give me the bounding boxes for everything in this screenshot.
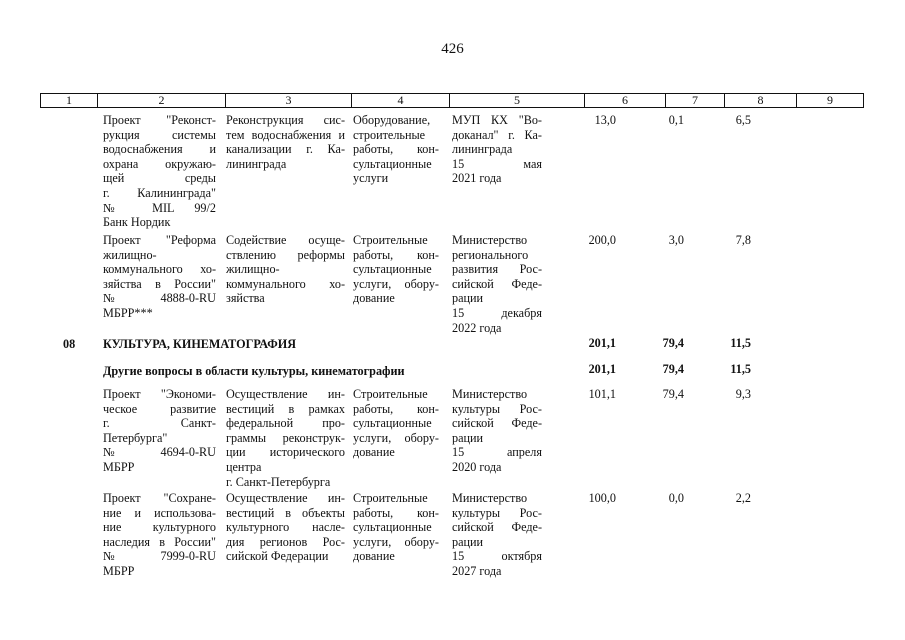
cell-line: центра <box>226 459 262 474</box>
row-executor <box>452 387 542 475</box>
row-col8: 7,8 <box>735 233 751 247</box>
cell-line: рации <box>452 291 484 306</box>
section-code: 08 <box>63 337 76 351</box>
row-col6: 13,0 <box>594 113 616 127</box>
row-project <box>103 113 216 230</box>
subsection-title: Другие вопросы в области культуры, кинематографии <box>103 364 405 378</box>
row-executor <box>452 233 542 335</box>
cell-line: Строительные <box>353 233 428 247</box>
cell-line: Проект "Экономи- <box>103 387 216 401</box>
cell-line: 2022 года <box>452 320 502 335</box>
cell-line: услуги, обору- <box>353 276 439 291</box>
header-col-3: 3 <box>226 94 352 107</box>
section-col8: 11,5 <box>730 336 751 350</box>
cell-line: 15 мая <box>452 156 542 171</box>
page-number: 426 <box>441 41 464 57</box>
header-col-7: 7 <box>666 94 725 107</box>
cell-line: культуры Рос- <box>452 401 542 416</box>
cell-line: Оборудование, <box>353 113 431 127</box>
header-col-8: 8 <box>725 94 797 107</box>
section-col6: 201,1 <box>588 336 616 350</box>
cell-line: дование <box>353 445 395 460</box>
cell-line: охрана окружаю- <box>103 156 216 171</box>
cell-line: 15 апреля <box>452 445 542 460</box>
cell-line: Министерство <box>452 233 528 247</box>
cell-line: дование <box>353 549 395 564</box>
row-col6: 200,0 <box>588 233 616 247</box>
cell-line: ческое развитие <box>103 401 216 416</box>
cell-line: № 7999-0-RU <box>103 549 216 564</box>
cell-line: Проект "Реконст- <box>103 113 216 127</box>
cell-line: вестиций в рамках <box>226 401 345 416</box>
cell-line: развития Рос- <box>452 262 542 277</box>
cell-line: сультационные <box>353 262 432 277</box>
table-header <box>40 93 864 108</box>
cell-line: услуги <box>353 171 389 186</box>
cell-line: жилищно- <box>103 247 157 262</box>
header-col-9: 9 <box>827 93 833 107</box>
cell-line: работы, кон- <box>353 505 439 520</box>
header-col-6: 6 <box>585 94 666 107</box>
cell-line: регионального <box>452 247 529 262</box>
cell-line: культуры Рос- <box>452 505 542 520</box>
cell-line: сультационные <box>353 416 432 431</box>
cell-line: Осуществление ин- <box>226 491 345 505</box>
row-col6: 100,0 <box>588 491 616 505</box>
row-executor <box>452 491 542 579</box>
cell-line: культурного насле- <box>226 520 345 535</box>
row-works <box>353 387 439 460</box>
cell-line: ствлению реформы <box>226 247 345 262</box>
cell-line: Строительные <box>353 491 428 505</box>
cell-line: сультационные <box>353 520 432 535</box>
row-col7: 79,4 <box>662 387 684 401</box>
cell-line: Петербурга" <box>103 430 168 445</box>
cell-line: федеральной про- <box>226 416 345 431</box>
row-purpose <box>226 233 345 306</box>
cell-line: жилищно- <box>226 262 280 277</box>
cell-line: ции исторического <box>226 445 345 460</box>
header-col-4: 4 <box>352 94 450 107</box>
row-col8: 9,3 <box>735 387 751 401</box>
cell-line: тем водоснабжения и <box>226 127 345 142</box>
cell-line: рации <box>452 430 484 445</box>
cell-line: услуги, обору- <box>353 430 439 445</box>
cell-line: МБРР <box>103 563 135 578</box>
cell-line: № MIL 99/2 <box>103 200 216 215</box>
row-purpose <box>226 113 345 171</box>
cell-line: Проект "Сохране- <box>103 491 216 505</box>
row-col6: 101,1 <box>588 387 616 401</box>
subsection-col6: 201,1 <box>588 362 616 376</box>
cell-line: сийской Феде- <box>452 520 542 535</box>
subsection-col7: 79,4 <box>662 362 684 376</box>
section-col7: 79,4 <box>662 336 684 350</box>
cell-line: 15 октября <box>452 549 542 564</box>
cell-line: граммы реконструк- <box>226 430 345 445</box>
cell-line: работы, кон- <box>353 142 439 157</box>
cell-line: наследия в России" <box>103 534 216 549</box>
header-col-1: 1 <box>41 94 98 107</box>
cell-line: дия регионов Рос- <box>226 534 345 549</box>
cell-line: г. Калининграда" <box>103 185 216 200</box>
cell-line: лининграда <box>226 156 287 171</box>
cell-line: зяйства <box>226 291 265 306</box>
cell-line: г. Санкт- <box>103 416 216 431</box>
cell-line: лининграда <box>452 142 513 157</box>
cell-line: водоснабжения и <box>103 142 216 157</box>
row-col7: 3,0 <box>668 233 684 247</box>
row-purpose <box>226 491 345 564</box>
cell-line: МБРР*** <box>103 305 153 320</box>
cell-line: сультационные <box>353 156 432 171</box>
cell-line: № 4694-0-RU <box>103 445 216 460</box>
cell-line: МУП КХ "Во- <box>452 113 542 127</box>
cell-line: 2027 года <box>452 563 502 578</box>
header-col-2: 2 <box>98 94 226 107</box>
cell-line: ние культурного <box>103 520 216 535</box>
cell-line: 2021 года <box>452 171 502 186</box>
cell-line: услуги, обору- <box>353 534 439 549</box>
cell-line: Строительные <box>353 387 428 401</box>
cell-line: вестиций в объекты <box>226 505 345 520</box>
row-works <box>353 491 439 564</box>
header-col-5: 5 <box>450 94 585 107</box>
cell-line: ние и использова- <box>103 505 216 520</box>
cell-line: г. Санкт-Петербурга <box>226 474 331 489</box>
row-col8: 6,5 <box>735 113 751 127</box>
cell-line: 15 декабря <box>452 305 542 320</box>
cell-line: зяйства в России" <box>103 276 216 291</box>
cell-line: Министерство <box>452 491 528 505</box>
cell-line: работы, кон- <box>353 401 439 416</box>
row-works <box>353 233 439 306</box>
cell-line: Проект "Реформа <box>103 233 216 247</box>
cell-line: доканал" г. Ка- <box>452 127 542 142</box>
row-executor <box>452 113 542 186</box>
cell-line: щей среды <box>103 171 216 186</box>
cell-line: сийской Феде- <box>452 276 542 291</box>
cell-line: строительные <box>353 127 426 142</box>
cell-line: сийской Феде- <box>452 416 542 431</box>
cell-line: Реконструкция сис- <box>226 113 345 127</box>
row-project <box>103 491 216 579</box>
cell-line: 2020 года <box>452 459 502 474</box>
cell-line: коммунального хо- <box>103 262 216 277</box>
cell-line: Банк Нордик <box>103 215 171 230</box>
subsection-col8: 11,5 <box>730 362 751 376</box>
cell-line: сийской Федерации <box>226 549 329 564</box>
cell-line: канализации г. Ка- <box>226 142 345 157</box>
row-col7: 0,1 <box>668 113 684 127</box>
cell-line: работы, кон- <box>353 247 439 262</box>
row-col7: 0,0 <box>668 491 684 505</box>
cell-line: рукция системы <box>103 127 216 142</box>
row-works <box>353 113 439 186</box>
cell-line: коммунального хо- <box>226 276 345 291</box>
row-project <box>103 387 216 475</box>
cell-line: МБРР <box>103 459 135 474</box>
section-title: КУЛЬТУРА, КИНЕМАТОГРАФИЯ <box>103 337 297 351</box>
row-col8: 2,2 <box>735 491 751 505</box>
row-project <box>103 233 216 321</box>
cell-line: № 4888-0-RU <box>103 291 216 306</box>
cell-line: рации <box>452 534 484 549</box>
cell-line: дование <box>353 291 395 306</box>
cell-line: Министерство <box>452 387 528 401</box>
row-purpose <box>226 387 345 489</box>
cell-line: Осуществление ин- <box>226 387 345 401</box>
cell-line: Содействие осуще- <box>226 233 345 247</box>
